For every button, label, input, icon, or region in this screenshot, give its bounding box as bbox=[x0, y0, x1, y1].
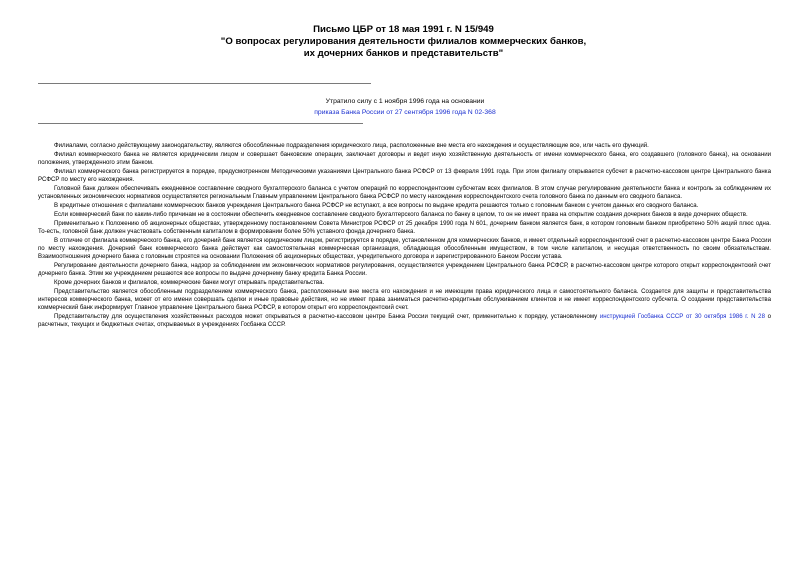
document-body bbox=[38, 142, 771, 329]
annulment-note bbox=[280, 96, 530, 118]
divider-bottom bbox=[38, 123, 363, 124]
instruction-link[interactable]: инструкцией Госбанка СССР от 30 октября 1986 г. N 28 bbox=[599, 312, 765, 320]
annulment-note-text: Утратило силу с 1 ноября 1996 года на основании bbox=[325, 98, 485, 105]
paragraph-last bbox=[38, 313, 771, 329]
paragraph: Применительно к Положению об акционерных обществах, утвержденному постановлением Совета Министров РСФСР от 25 декабря 1990 года N 601, дочерним банком является банк, в котором головным банком приобретено 50% акций плюс одна. То-есть, головной банк должен участвовать собственным капиталом в формировании более 50% уставного фонда дочернего банка. bbox=[38, 219, 771, 235]
paragraph: Представительство является обособленным подразделением коммерческого банка, расположенным вне места его нахождения и не имеющим права юридического лица и самостоятельного баланса. Создается для защиты и представительства интересов коммерческого банка, может от его имени совершать сделки и иные правовые действия, но не имеет права заниматься расчетно-кредитным обслуживанием клиентов и не имеет корреспондентского субсчета. О создании представительства коммерческий банк информирует Главное управление Центрального банка РСФСР, в котором открыт его корреспондентский счет. bbox=[38, 287, 771, 311]
paragraph-text: о расчетных, текущих и бюджетных счетах, открываемых в учреждениях Госбанка СССР. bbox=[38, 312, 772, 328]
annulment-order-link[interactable]: приказа Банка России от 27 сентября 1996 года N 02-368 bbox=[314, 109, 496, 116]
paragraph-text: Представительству для осуществления хозяйственных расходов может открываться в расчетно-кассовом центре Банка России текущий счет, применительно к порядку, установленному bbox=[54, 312, 600, 320]
paragraph: Если коммерческий банк по каким-либо причинам не в состоянии обеспечить ежедневное составление сводного бухгалтерского баланса по банку в целом, то он не имеет права на открытие создания дочерних банков в виде дочерних обществ. bbox=[54, 210, 748, 218]
title-line-3: их дочерних банков и представительств" bbox=[303, 48, 504, 59]
paragraph: Филиалами, согласно действующему законодательству, являются обособленные подразделения юридического лица, расположенные вне места его нахождения и осуществляющие все, или часть его функций. bbox=[54, 142, 649, 149]
title-line-2: "О вопросах регулирования деятельности филиалов коммерческих банков, bbox=[220, 36, 587, 47]
document-title bbox=[0, 24, 807, 60]
paragraph: Регулирование деятельности дочернего банка, надзор за соблюдением им экономических нормативов регулирования, осуществляется учреждением Центрального банка РСФСР, в расчетно-кассовом центре которого открыт корреспондентский счет дочернего банка. Этим же учреждением решаются все вопросы по выдаче дочернему банку кредита Банка России. bbox=[38, 261, 771, 277]
paragraph: В кредитные отношения с филиалами коммерческих банков учреждения Центрального банка РСФСР не вступают, а все вопросы по выдаче кредита решаются только с головным банком с учетом данных его сводного баланса. bbox=[54, 201, 699, 209]
paragraph: Головной банк должен обеспечивать ежедневное составление сводного бухгалтерского баланса с учетом операций по корреспондентским субсчетам всех филиалов. В этом случае регулирование деятельности банка и контроль за соблюдением их установленных экономических нормативов осуществляется региональным Главным управлением Центрального банка РСФСР по месту нахождения корреспондентского счета головного банка по данным его сводного баланса. bbox=[38, 184, 771, 200]
title-line-1: Письмо ЦБР от 18 мая 1991 г. N 15/949 bbox=[313, 24, 494, 35]
divider-top bbox=[38, 83, 371, 84]
paragraph: В отличие от филиала коммерческого банка, его дочерний банк является юридическим лицом, регистрируется в порядке, установленном для коммерческих банков, и имеет отдельный корреспондентский счет в расчетно-кассовом центре Банка России по месту нахождения. Дочерний банк коммерческого банка действует как самостоятельная коммерческая организация, обладающая обособленным имуществом, в том числе капиталом, и несущая ответственность по своим обязательствам. Взаимоотношения дочернего банка с головным строятся на основании Положения об акционерных обществах, учредительного договора и зарегистрированного Банком России устава. bbox=[38, 236, 771, 260]
paragraph: Филиал коммерческого банка не является юридическим лицом и совершает банковские операции, заключает договоры и ведет иную хозяйственную деятельность от имени коммерческого банка, его создавшего (головного банка), на основании положения, утвержденного этим банком. bbox=[38, 150, 771, 166]
paragraph: Кроме дочерних банков и филиалов, коммерческие банки могут открывать представительства. bbox=[54, 278, 325, 286]
paragraph: Филиал коммерческого банка регистрируется в порядке, предусмотренном Методическими указаниями Центрального банка РСФСР от 13 февраля 1991 года. При этом филиалу открывается субсчет в расчетно-кассовом центре Центрального банка РСФСР по месту его нахождения. bbox=[38, 167, 771, 183]
